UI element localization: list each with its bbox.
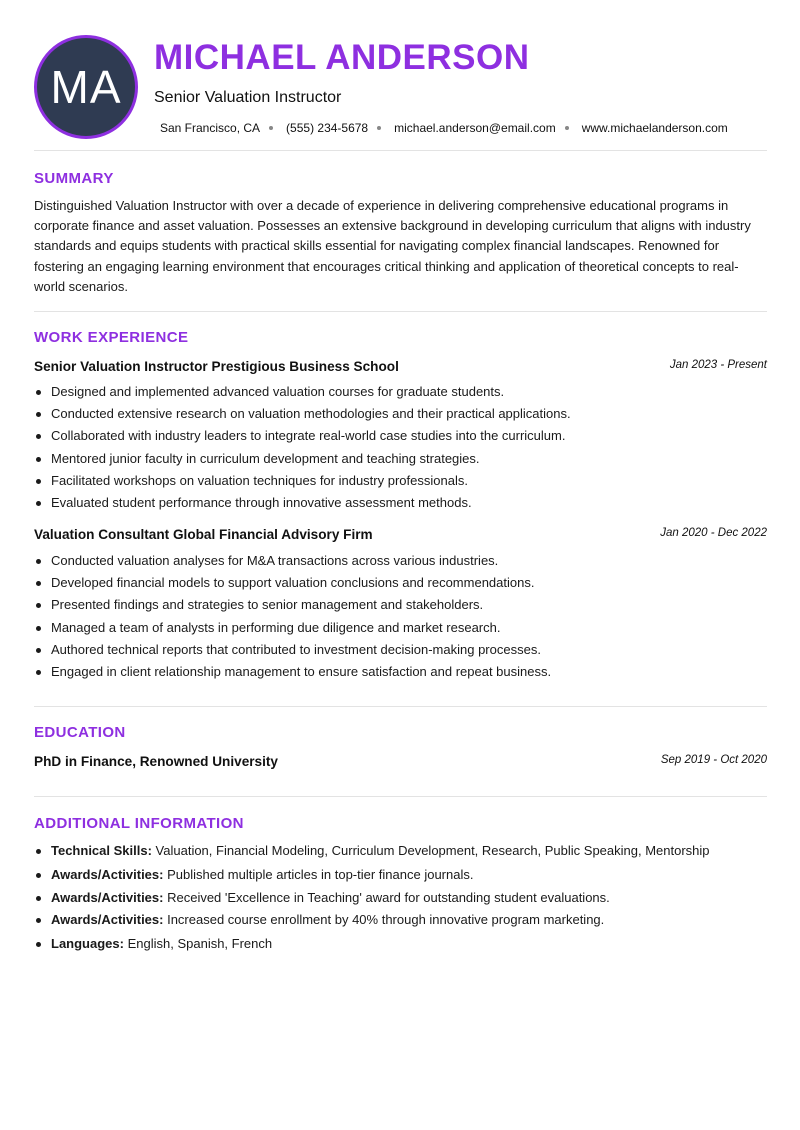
contact-email: michael.anderson@email.com xyxy=(394,121,556,135)
contact-info xyxy=(160,121,728,135)
summary-text: Distinguished Valuation Instructor with over a decade of experience in delivering comprehensive educational programs in corporate finance and asset valuation. Possesses an extensive background in developing curriculum that aligns with industry standards and equips students with practical skills essential for navigating complex financial landscapes. Renowned for fostering an engaging learning environment that encourages critical thinking and application of theoretical concepts to real-world scenarios. xyxy=(34,198,751,294)
job-role: Senior Valuation Instructor Prestigious Business School xyxy=(34,359,399,374)
job-header xyxy=(34,358,767,376)
info-label: Awards/Activities: xyxy=(51,890,164,906)
list-item: Designed and implemented advanced valuation courses for graduate students. xyxy=(34,383,767,405)
contact-phone: (555) 234-5678 xyxy=(286,121,369,135)
education-date: Sep 2019 - Oct 2020 xyxy=(660,754,767,766)
info-label: Awards/Activities: xyxy=(51,912,164,928)
info-label: Awards/Activities: xyxy=(51,866,164,882)
work-experience-heading: WORK EXPERIENCE xyxy=(34,329,189,346)
info-value: Received 'Excellence in Teaching' award for outstanding student evaluations. xyxy=(167,890,610,906)
job-header xyxy=(34,526,767,544)
separator-dot-icon xyxy=(565,126,569,130)
resume-header xyxy=(34,0,767,150)
separator-dot-icon xyxy=(377,126,381,130)
list-item: Collaborated with industry leaders to integrate real-world case studies into the curriculum. xyxy=(34,427,767,449)
separator-dot-icon xyxy=(269,126,273,130)
education-heading: EDUCATION xyxy=(34,724,126,741)
list-item xyxy=(34,935,767,959)
candidate-title: Senior Valuation Instructor xyxy=(154,89,342,106)
avatar-initials: MA xyxy=(50,61,122,113)
additional-info-heading: ADDITIONAL INFORMATION xyxy=(34,815,244,832)
info-value: Published multiple articles in top-tier finance journals. xyxy=(167,866,474,882)
list-item xyxy=(34,889,767,911)
list-item: Presented findings and strategies to senior management and stakeholders. xyxy=(34,596,767,618)
candidate-name: MICHAEL ANDERSON xyxy=(154,38,530,77)
info-label: Technical Skills: xyxy=(51,843,152,858)
additional-info-list xyxy=(34,842,767,958)
education-degree: PhD in Finance, Renowned University xyxy=(34,754,278,769)
job-bullet-list xyxy=(34,383,767,516)
section-divider xyxy=(34,706,767,707)
job-date: Jan 2020 - Dec 2022 xyxy=(660,527,767,539)
education-entry xyxy=(34,753,767,771)
job-bullet-list xyxy=(34,552,767,685)
list-item: Managed a team of analysts in performing due diligence and market research. xyxy=(34,619,767,641)
contact-website: www.michaelanderson.com xyxy=(581,121,728,135)
list-item: Engaged in client relationship management to ensure satisfaction and repeat business. xyxy=(34,663,767,685)
list-item: Mentored junior faculty in curriculum development and teaching strategies. xyxy=(34,450,767,472)
list-item xyxy=(34,866,767,890)
job-date: Jan 2023 - Present xyxy=(669,359,767,371)
list-item: Facilitated workshops on valuation techniques for industry professionals. xyxy=(34,472,767,494)
job-role: Valuation Consultant Global Financial Advisory Firm xyxy=(34,527,373,542)
list-item: Developed financial models to support valuation conclusions and recommendations. xyxy=(34,574,767,596)
list-item xyxy=(34,911,767,935)
list-item xyxy=(34,842,767,866)
avatar xyxy=(34,35,138,139)
info-value: Valuation, Financial Modeling, Curriculum Development, Research, Public Speaking, Mentorship xyxy=(155,843,710,858)
info-value: Increased course enrollment by 40% through innovative program marketing. xyxy=(167,912,605,928)
section-divider xyxy=(34,150,767,151)
resume-page xyxy=(34,0,767,951)
contact-location: San Francisco, CA xyxy=(160,121,261,135)
list-item: Evaluated student performance through innovative assessment methods. xyxy=(34,494,767,516)
list-item: Conducted valuation analyses for M&A transactions across various industries. xyxy=(34,552,767,574)
summary-heading: SUMMARY xyxy=(34,170,114,187)
list-item: Conducted extensive research on valuation methodologies and their practical applications. xyxy=(34,405,767,427)
list-item: Authored technical reports that contributed to investment decision-making processes. xyxy=(34,641,767,663)
info-label: Languages: xyxy=(51,935,124,951)
section-divider xyxy=(34,311,767,312)
section-divider xyxy=(34,796,767,797)
info-value: English, Spanish, French xyxy=(127,935,273,951)
